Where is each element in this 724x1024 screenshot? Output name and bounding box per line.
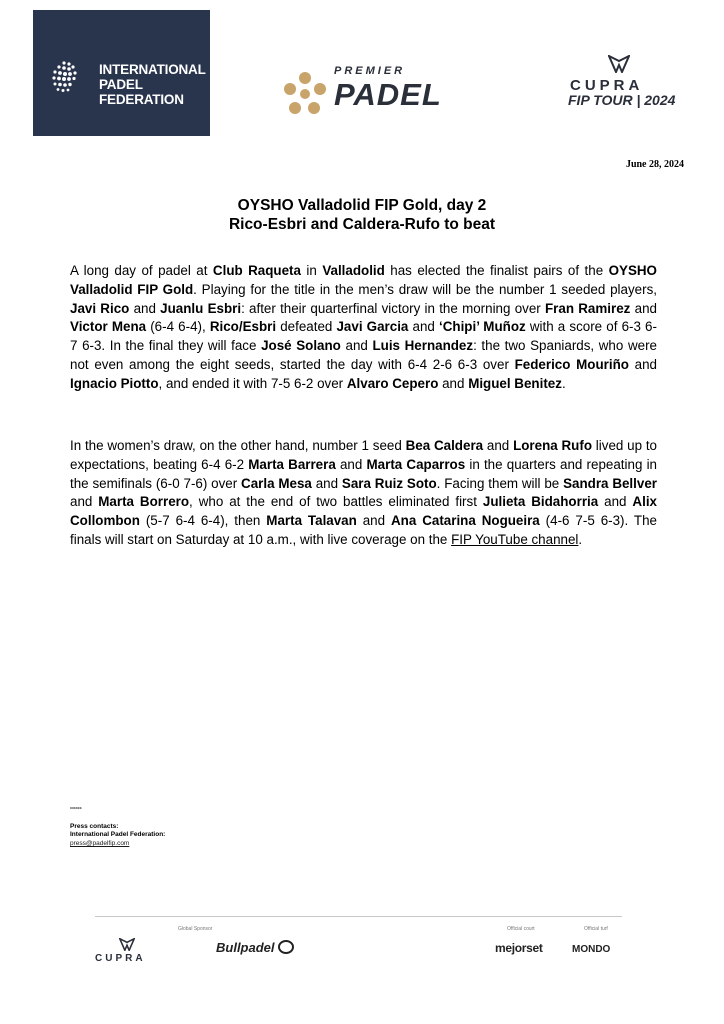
text-run: . Playing for the title in the men’s draw will be the number 1 seeded players, xyxy=(193,281,657,297)
player-name: Ana Catarina Nogueira xyxy=(391,513,540,529)
press-contacts-org: International Padel Federation: xyxy=(70,831,166,838)
text-run: and xyxy=(356,513,391,529)
text-run: in the quarters and repeating in the semifinals (6-0 7-6) over xyxy=(70,456,657,491)
player-name: Fran Ramirez xyxy=(545,300,631,316)
mondo-logo: MONDO xyxy=(572,944,611,955)
press-contacts-label: Press contacts: xyxy=(70,823,119,830)
text-run: In the women’s draw, on the other hand, number 1 seed xyxy=(70,438,406,453)
player-name: Carla Mesa xyxy=(241,475,312,491)
fip-youtube-link[interactable]: FIP YouTube channel xyxy=(451,531,579,547)
body-paragraph-1 xyxy=(70,262,657,394)
headline-line-1: OYSHO Valladolid FIP Gold, day 2 xyxy=(237,197,487,214)
pair-name: Rico/Esbri xyxy=(209,319,277,335)
cupra-emblem-icon xyxy=(608,55,630,73)
player-name: Ignacio Piotto xyxy=(70,375,159,391)
text-run: (4-6 7-5 6-3). The finals will start on Saturday at 10 a.m., with live coverage on the xyxy=(70,513,657,547)
venue-club: Club Raqueta xyxy=(212,263,301,278)
footer-divider xyxy=(95,916,622,917)
text-run: and xyxy=(129,300,161,316)
text-run: , and ended it with 7-5 6-2 over xyxy=(158,375,347,391)
cupra-fip-tour-logo xyxy=(560,55,685,115)
ipf-logo-text xyxy=(99,62,206,107)
text-run: and xyxy=(628,356,657,372)
separator-asterisks: ****** xyxy=(70,807,82,813)
text-run: (6-4 6-4), xyxy=(146,319,210,335)
player-name: Juanlu Esbri xyxy=(160,300,242,316)
mejorset-logo: mejorset xyxy=(495,941,543,955)
text-run: . xyxy=(578,531,583,547)
player-name: Julieta Bidahorria xyxy=(482,494,599,510)
press-email-link[interactable]: press@padelfip.com xyxy=(70,840,130,847)
player-name: Sandra Bellver xyxy=(563,475,657,491)
text-run: , who at the end of two battles eliminated first xyxy=(189,494,483,510)
player-name: Luis Hernandez xyxy=(372,338,474,354)
player-name: Federico Mouriño xyxy=(514,356,629,372)
ipf-logo-block xyxy=(33,10,210,136)
text-run: and xyxy=(311,475,342,491)
official-turf-caption: Official turf xyxy=(584,926,608,932)
text-run: with a score of 6-3 6-7 6-3. In the final they will face xyxy=(70,319,657,354)
text-run: and xyxy=(598,494,633,510)
premier-small-text: PREMIER xyxy=(334,65,406,77)
text-run: and xyxy=(438,375,469,391)
player-name: ‘Chipi’ Muñoz xyxy=(439,319,526,335)
official-court-caption: Official court xyxy=(507,926,535,932)
padel-big-text: PADEL xyxy=(334,77,442,112)
ipf-line-3: FEDERATION xyxy=(99,92,184,107)
bullpadel-word: Bullpadel xyxy=(216,940,275,955)
text-run: . Facing them will be xyxy=(436,475,564,491)
cupra-word: CUPRA xyxy=(570,77,644,94)
text-run: and xyxy=(483,438,514,453)
text-run: : the two Spaniards, who were not even among the eight seeds, started the day with 6-4 2-6 6-3 over xyxy=(70,338,657,372)
fip-tour-2024: FIP TOUR | 2024 xyxy=(568,92,676,108)
player-name: Victor Mena xyxy=(70,319,147,335)
text-run: defeated xyxy=(276,319,337,335)
cupra-emblem-icon xyxy=(119,938,135,951)
ipf-line-1: INTERNATIONAL xyxy=(99,62,206,77)
text-run: . xyxy=(561,375,566,391)
player-name: José Solano xyxy=(261,338,341,354)
premier-padel-logo xyxy=(282,65,482,120)
player-name: Sara Ruiz Soto xyxy=(341,475,437,491)
text-run: and xyxy=(408,319,439,335)
player-name: Miguel Benitez xyxy=(468,375,562,391)
tournament-name: OYSHO Valladolid FIP Gold xyxy=(70,263,657,297)
press-release-date: June 28, 2024 xyxy=(625,159,684,170)
footer-cupra-word: CUPRA xyxy=(95,953,146,964)
text-run: and xyxy=(630,300,657,316)
player-name: Lorena Rufo xyxy=(513,438,592,453)
headline-line-2: Rico-Esbri and Caldera-Rufo to beat xyxy=(228,216,496,233)
player-name: Alvaro Cepero xyxy=(346,375,439,391)
body-paragraph-2 xyxy=(70,437,657,550)
text-run: (5-7 6-4 6-4), then xyxy=(139,513,267,529)
text-run: and xyxy=(335,456,367,472)
text-run: has elected the finalist pairs of the xyxy=(384,263,609,278)
text-run: lived up to expectations, beating 6-4 6-2 xyxy=(70,438,658,472)
city-name: Valladolid xyxy=(322,263,385,278)
player-name: Marta Caparros xyxy=(366,456,466,472)
footer-cupra-logo xyxy=(95,938,159,968)
player-name: Javi Rico xyxy=(70,300,130,316)
player-name: Marta Talavan xyxy=(266,513,357,529)
text-run: and xyxy=(70,494,99,510)
text-run: and xyxy=(340,338,373,354)
bullpadel-badge-icon xyxy=(278,940,294,954)
player-name: Javi Garcia xyxy=(336,319,409,335)
text-run: : after their quarterfinal victory in the morning over xyxy=(241,300,545,316)
text-run: in xyxy=(300,263,323,278)
ipf-line-2: PADEL xyxy=(99,77,143,92)
player-name: Marta Barrera xyxy=(248,456,336,472)
text-run: A long day of padel at xyxy=(70,263,213,278)
player-name: Marta Borrero xyxy=(98,494,190,510)
player-name: Bea Caldera xyxy=(405,438,484,453)
bullpadel-logo xyxy=(216,940,294,955)
ipf-dot-globe-icon xyxy=(51,60,77,94)
premier-padel-flower-icon xyxy=(282,71,328,117)
global-sponsor-caption: Global Sponsor xyxy=(178,926,213,932)
player-name: Alix Collombon xyxy=(70,494,657,529)
